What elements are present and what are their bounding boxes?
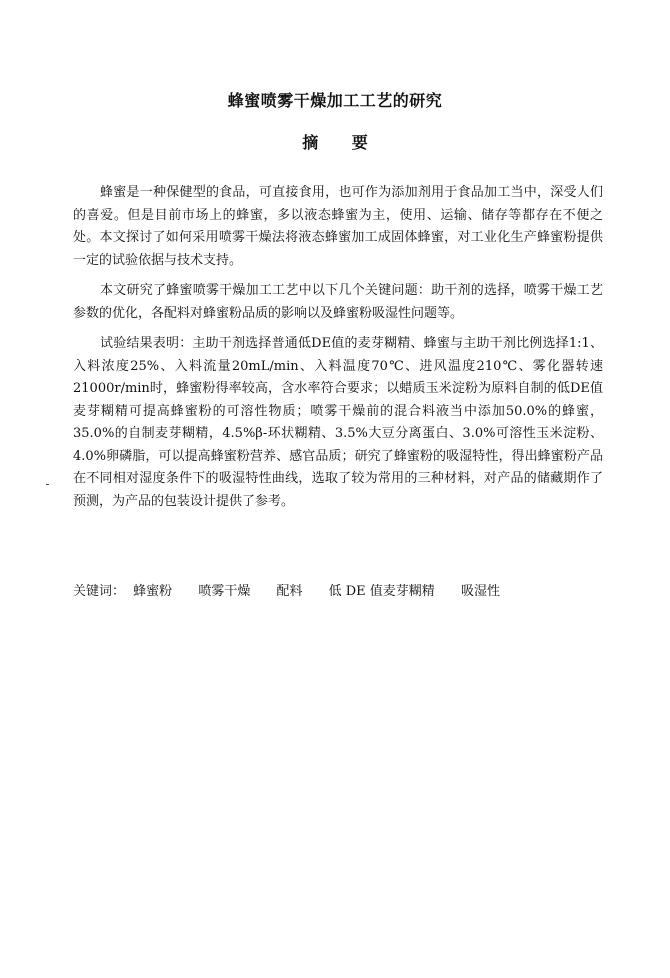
keyword-item: 吸湿性 xyxy=(460,584,500,599)
scan-speck xyxy=(46,484,49,485)
abstract-paragraph-3: 试验结果表明：主助干剂选择普通低DE值的麦芽糊精、蜂蜜与主助干剂比例选择1:1、入料浓度25%、入料流量20mL/min、入料温度70℃、进风温度210℃、雾化器转速21000r/min时，蜂蜜粉得率较高，含水率符合要求；以蜡质玉米淀粉为原料自制的低DE值麦芽糊精可提高蜂蜜粉的可溶性物质；喷雾干燥前的混合料液当中添加50.0%的蜂蜜，35.0%的自制麦芽糊精，4.5%β-环状糊精、3.5%大豆分离蛋白、3.0%可溶性玉米淀粉、4.0%卵磷脂，可以提高蜂蜜粉营养、感官品质；研究了蜂蜜粉的吸湿特性，得出蜂蜜粉产品在不同相对湿度条件下的吸湿特性曲线，选取了较为常用的三种材料，对产品的储藏期作了预测，为产品的包装设计提供了参考。 xyxy=(73,336,603,509)
keywords-line xyxy=(73,582,522,602)
keywords-label: 关键词： xyxy=(73,584,126,599)
paper-title: 蜂蜜喷雾干燥加工工艺的研究 xyxy=(227,91,443,110)
abstract-body xyxy=(73,182,603,521)
abstract-heading: 摘 要 xyxy=(302,133,382,152)
abstract-paragraph-1: 蜂蜜是一种保健型的食品，可直接食用，也可作为添加剂用于食品加工当中，深受人们的喜爱。但是目前市场上的蜂蜜，多以液态蜂蜜为主，使用、运输、储存等都存在不便之处。本文探讨了如何采用喷雾干燥法将液态蜂蜜加工成固体蜂蜜，对工业化生产蜂蜜粉提供一定的试验依据与技术支持。 xyxy=(73,185,603,268)
keyword-item: 低 DE 值麦芽糊精 xyxy=(328,584,435,599)
keyword-item: 配料 xyxy=(276,584,303,599)
keyword-item: 喷雾干燥 xyxy=(198,584,251,599)
abstract-paragraph-2: 本文研究了蜂蜜喷雾干燥加工工艺中以下几个关键问题：助干剂的选择，喷雾干燥工艺参数的优化，各配料对蜂蜜粉品质的影响以及蜂蜜粉吸湿性问题等。 xyxy=(73,283,603,321)
keyword-item: 蜂蜜粉 xyxy=(133,584,173,599)
